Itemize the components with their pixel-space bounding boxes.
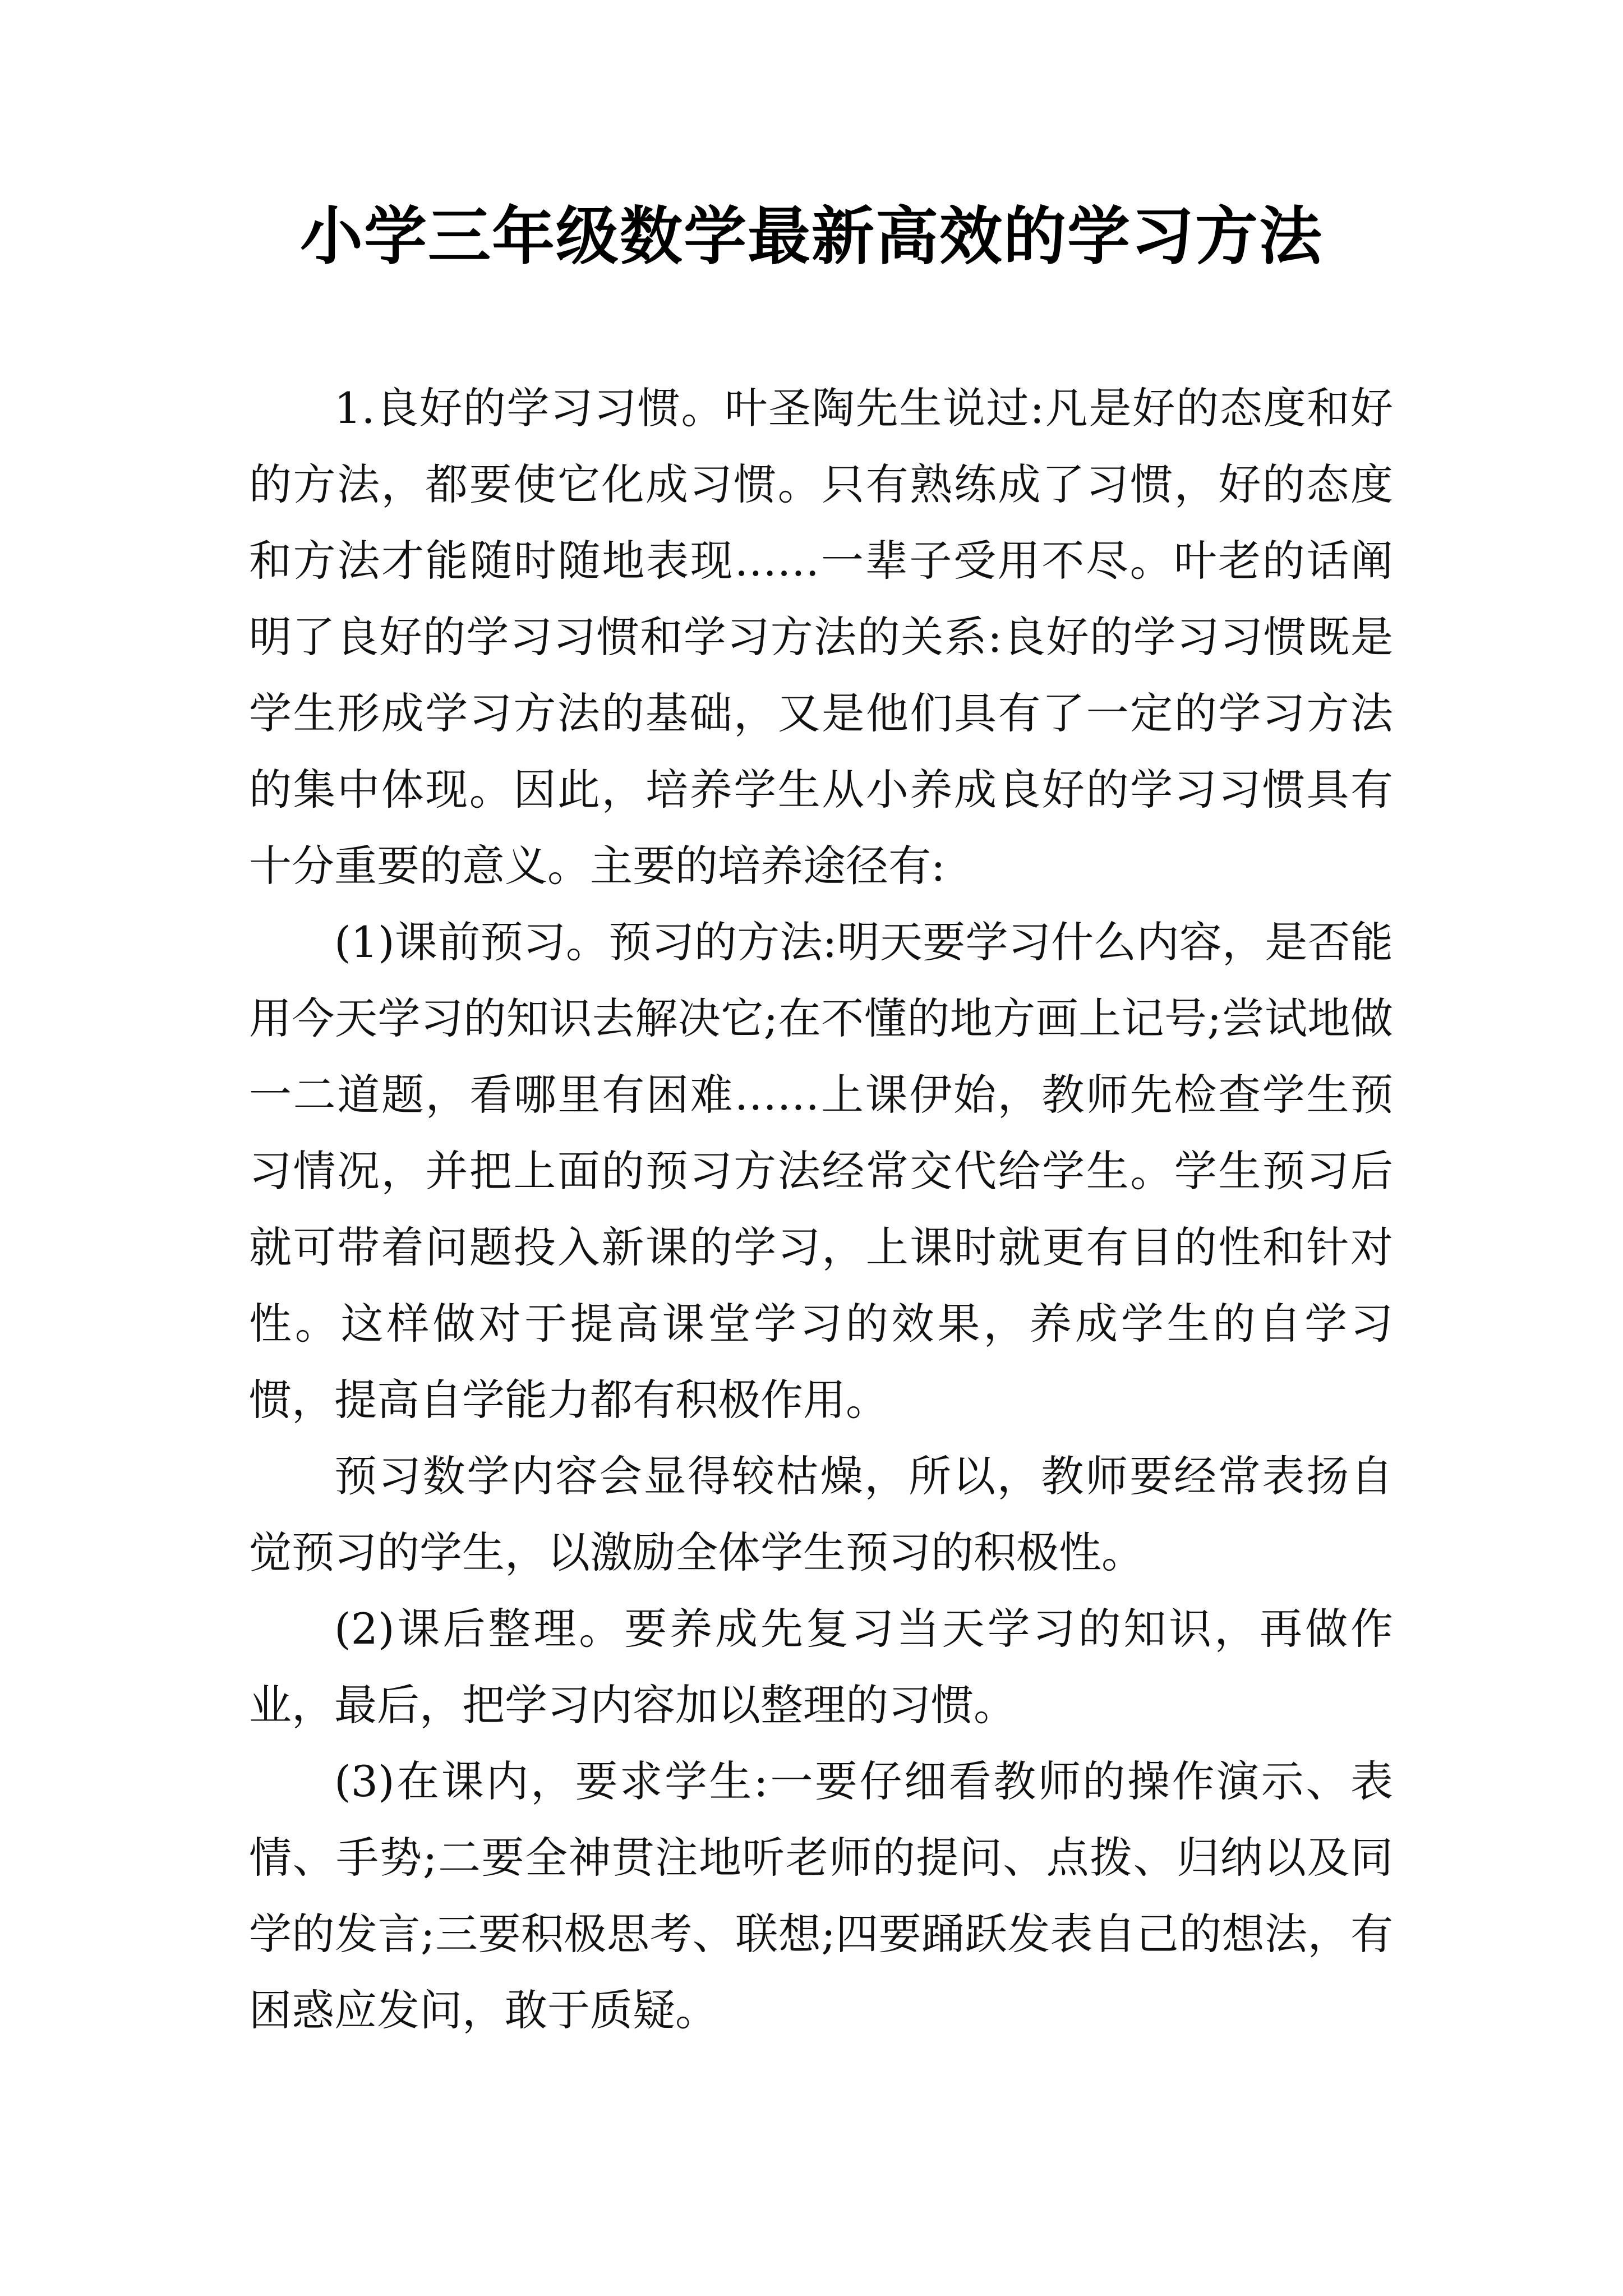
paragraph-after-class: (2)课后整理。要养成先复习当天学习的知识，再做作业，最后，把学习内容加以整理的习惯。 xyxy=(249,1604,1393,1730)
paragraph-good-habits: 1.良好的学习习惯。叶圣陶先生说过:凡是好的态度和好的方法，都要使它化成习惯。只有熟练成了习惯，好的态度和方法才能随时随地表现……一辈子受用不尽。叶老的话阐明了良好的学习习惯和学习方法的关系:良好的学习习惯既是学生形成学习方法的基础，又是他们具有了一定的学习方法的集中体现。因此，培养学生从小养成良好的学习习惯具有十分重要的意义。主要的培养途径有: xyxy=(249,383,1393,891)
paragraph-preview: (1)课前预习。预习的方法:明天要学习什么内容，是否能用今天学习的知识去解决它;在不懂的地方画上记号;尝试地做一二道题，看哪里有困难……上课伊始，教师先检查学生预习情况，并把上面的预习方法经常交代给学生。学生预习后就可带着问题投入新课的学习，上课时就更有目的性和针对性。这样做对于提高课堂学习的效果，养成学生的自学习惯，提高自学能力都有积极作用。 xyxy=(249,917,1393,1425)
document-title: 小学三年级数学最新高效的学习方法 xyxy=(300,200,1323,273)
paragraph-preview-encourage: 预习数学内容会显得较枯燥，所以，教师要经常表扬自觉预习的学生，以激励全体学生预习的积极性。 xyxy=(249,1451,1393,1577)
paragraph-in-class: (3)在课内，要求学生:一要仔细看教师的操作演示、表情、手势;二要全神贯注地听老师的提问、点拨、归纳以及同学的发言;三要积极思考、联想;四要踊跃发表自己的想法，有困惑应发问，敢于质疑。 xyxy=(249,1756,1393,2035)
document-body xyxy=(249,370,1393,2049)
